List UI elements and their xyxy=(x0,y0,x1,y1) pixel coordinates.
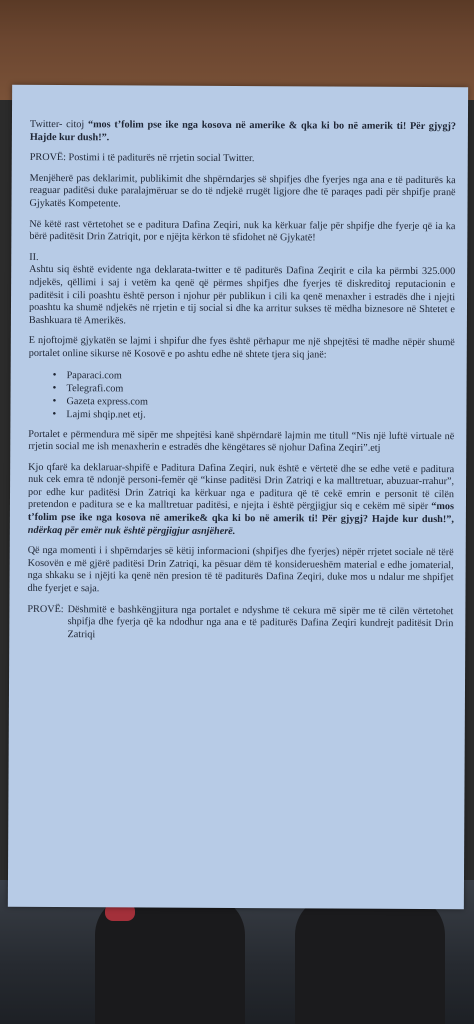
portal-list xyxy=(28,368,454,422)
document-body xyxy=(27,119,456,644)
tweet-quote: “mos t’folim pse ike nga kosova në amerike & qka ki bo në amerik ti! Për gjygj? Hajde kur dush!”. xyxy=(29,119,456,143)
portals-title-paragraph: Portalet e përmendura më sipër me shpejtësi kanë shpërndarë lajmin me titull “Nis një luftë virtuale në rrjetin social me ish menaxherin e estradës dhe këngëtares së njohur Dafina Zeqiri”.etj xyxy=(28,428,455,454)
damages-paragraph: Që nga momenti i i shpërndarjes së këtij informacioni (shpifjes dhe fyerjes) nëpër rrjetet sociale në tërë Kosovën e më gjërë paditësi Drin Zatriqi, ka pësuar dëm të konsiderueshëm material e edhe jomaterial, nga shkaku se i njëjti ka qenë nën presion të të paditurës Dafina Zeqiri, duke mos u ndalur me shpifjet dhe fyerjet e saja. xyxy=(27,545,454,595)
section-heading: II. xyxy=(29,251,39,263)
denial-text: Kjo qfarë ka deklaruar-shpifë e Paditura Dafina Zeqiri, nuk është e vërtetë dhe se edhe vetë e paditura nuk cek emra të ndonjë personi-femër që “kinse paditësi Drin Zatriqi e ka malltretuar, abuzuar-rrahur”, por edhe kur paditësi Drin Zatriqi ka kërkuar nga e paditura që të cekë emrin e personit të cilën pretendon e paditura se e ka malltretuar paditësi, e njejta i është përgjigjur siq e cekëm më sipër xyxy=(27,461,455,513)
portal-item: • Lajmi shqip.net etj. xyxy=(66,408,454,423)
quote-intro: Twitter- citoj xyxy=(29,118,89,131)
portal-item: • Gazeta express.com xyxy=(66,395,454,410)
portal-item: • Telegrafi.com xyxy=(67,382,455,397)
twitter-quote-paragraph xyxy=(30,119,456,146)
left-shoe xyxy=(95,895,245,1024)
evidence-label: PROVË: xyxy=(27,603,64,615)
evidence-twitter: PROVË: Postimi i të paditurës në rrjetin social Twitter. xyxy=(29,152,255,165)
no-apology-paragraph: Në këtë rast vërtetohet se e paditura Dafina Zeqiri, nuk ka kërkuar falje për shpifje dhe fyerje që ia ka bërë paditësit Drin Zatriqit, por e njëjta kërkon të sfidohet në Gjykatë! xyxy=(29,218,456,244)
portal-item: • Paparaci.com xyxy=(67,369,455,384)
denial-paragraph xyxy=(28,462,454,540)
portals-intro: E njoftojmë gjykatën se lajmi i shpifur dhe fyes është përhapur me një shpejtësi të madhe nëpër shumë portalet online sikurse në Kosovë e po ashtu edhe në shtete tjera siq janë: xyxy=(28,335,455,361)
repeated-tweet-quote: “mos t’folim pse ike nga kosova në amerike& qka ki bo në amerik ti! Për gjygj? Hajde kur dush!”, xyxy=(27,501,454,526)
followers-paragraph: Ashtu siq është evidente nga deklarata-twitter e të paditurës Dafina Zeqirit e cila ka përmbi 325.000 ndjekës, qëllimi i saj i vetëm ka qenë që përmes shpifjes dhe fyerjes të diskredito̧j reputacionin e paditësit i cili poashtu është person i njohur për publikun i cili ka qenë menaxher i estradës dhe i njejti poashtu ka shumë ndjekës në rrjetin e tij social si dhe ka arritur sukses të mëdha biznesore në Shtetet e Bashkuara të Amerikës. xyxy=(28,264,456,327)
document-page xyxy=(8,85,468,909)
evidence-text: Dëshmitë e bashkëngjitura nga portalet e ndyshme të cekura më sipër me të cilën vërtetohet shpifja dhe fyerja që ka ndodhur nga ana e të paditurës Dafina Zeqiri kundrejt paditësit Drin Zatriqi xyxy=(67,603,454,641)
reaction-paragraph: Menjëherë pas deklarimit, publikimit dhe shpërndarjes së shpifjes dhe fyerjes nga ana e të paditurës ka reaguar paditësi duke paralajmëruar se do të ndjekë rrugët ligjore dhe të paraqes padi për shpifje pranë Gjykatës Kompetente. xyxy=(29,172,456,210)
right-shoe xyxy=(295,895,445,1024)
denial-tail: ndërkaq për emër nuk është përgjigjur asnjëherë. xyxy=(27,524,236,537)
evidence-attachments xyxy=(27,604,453,644)
